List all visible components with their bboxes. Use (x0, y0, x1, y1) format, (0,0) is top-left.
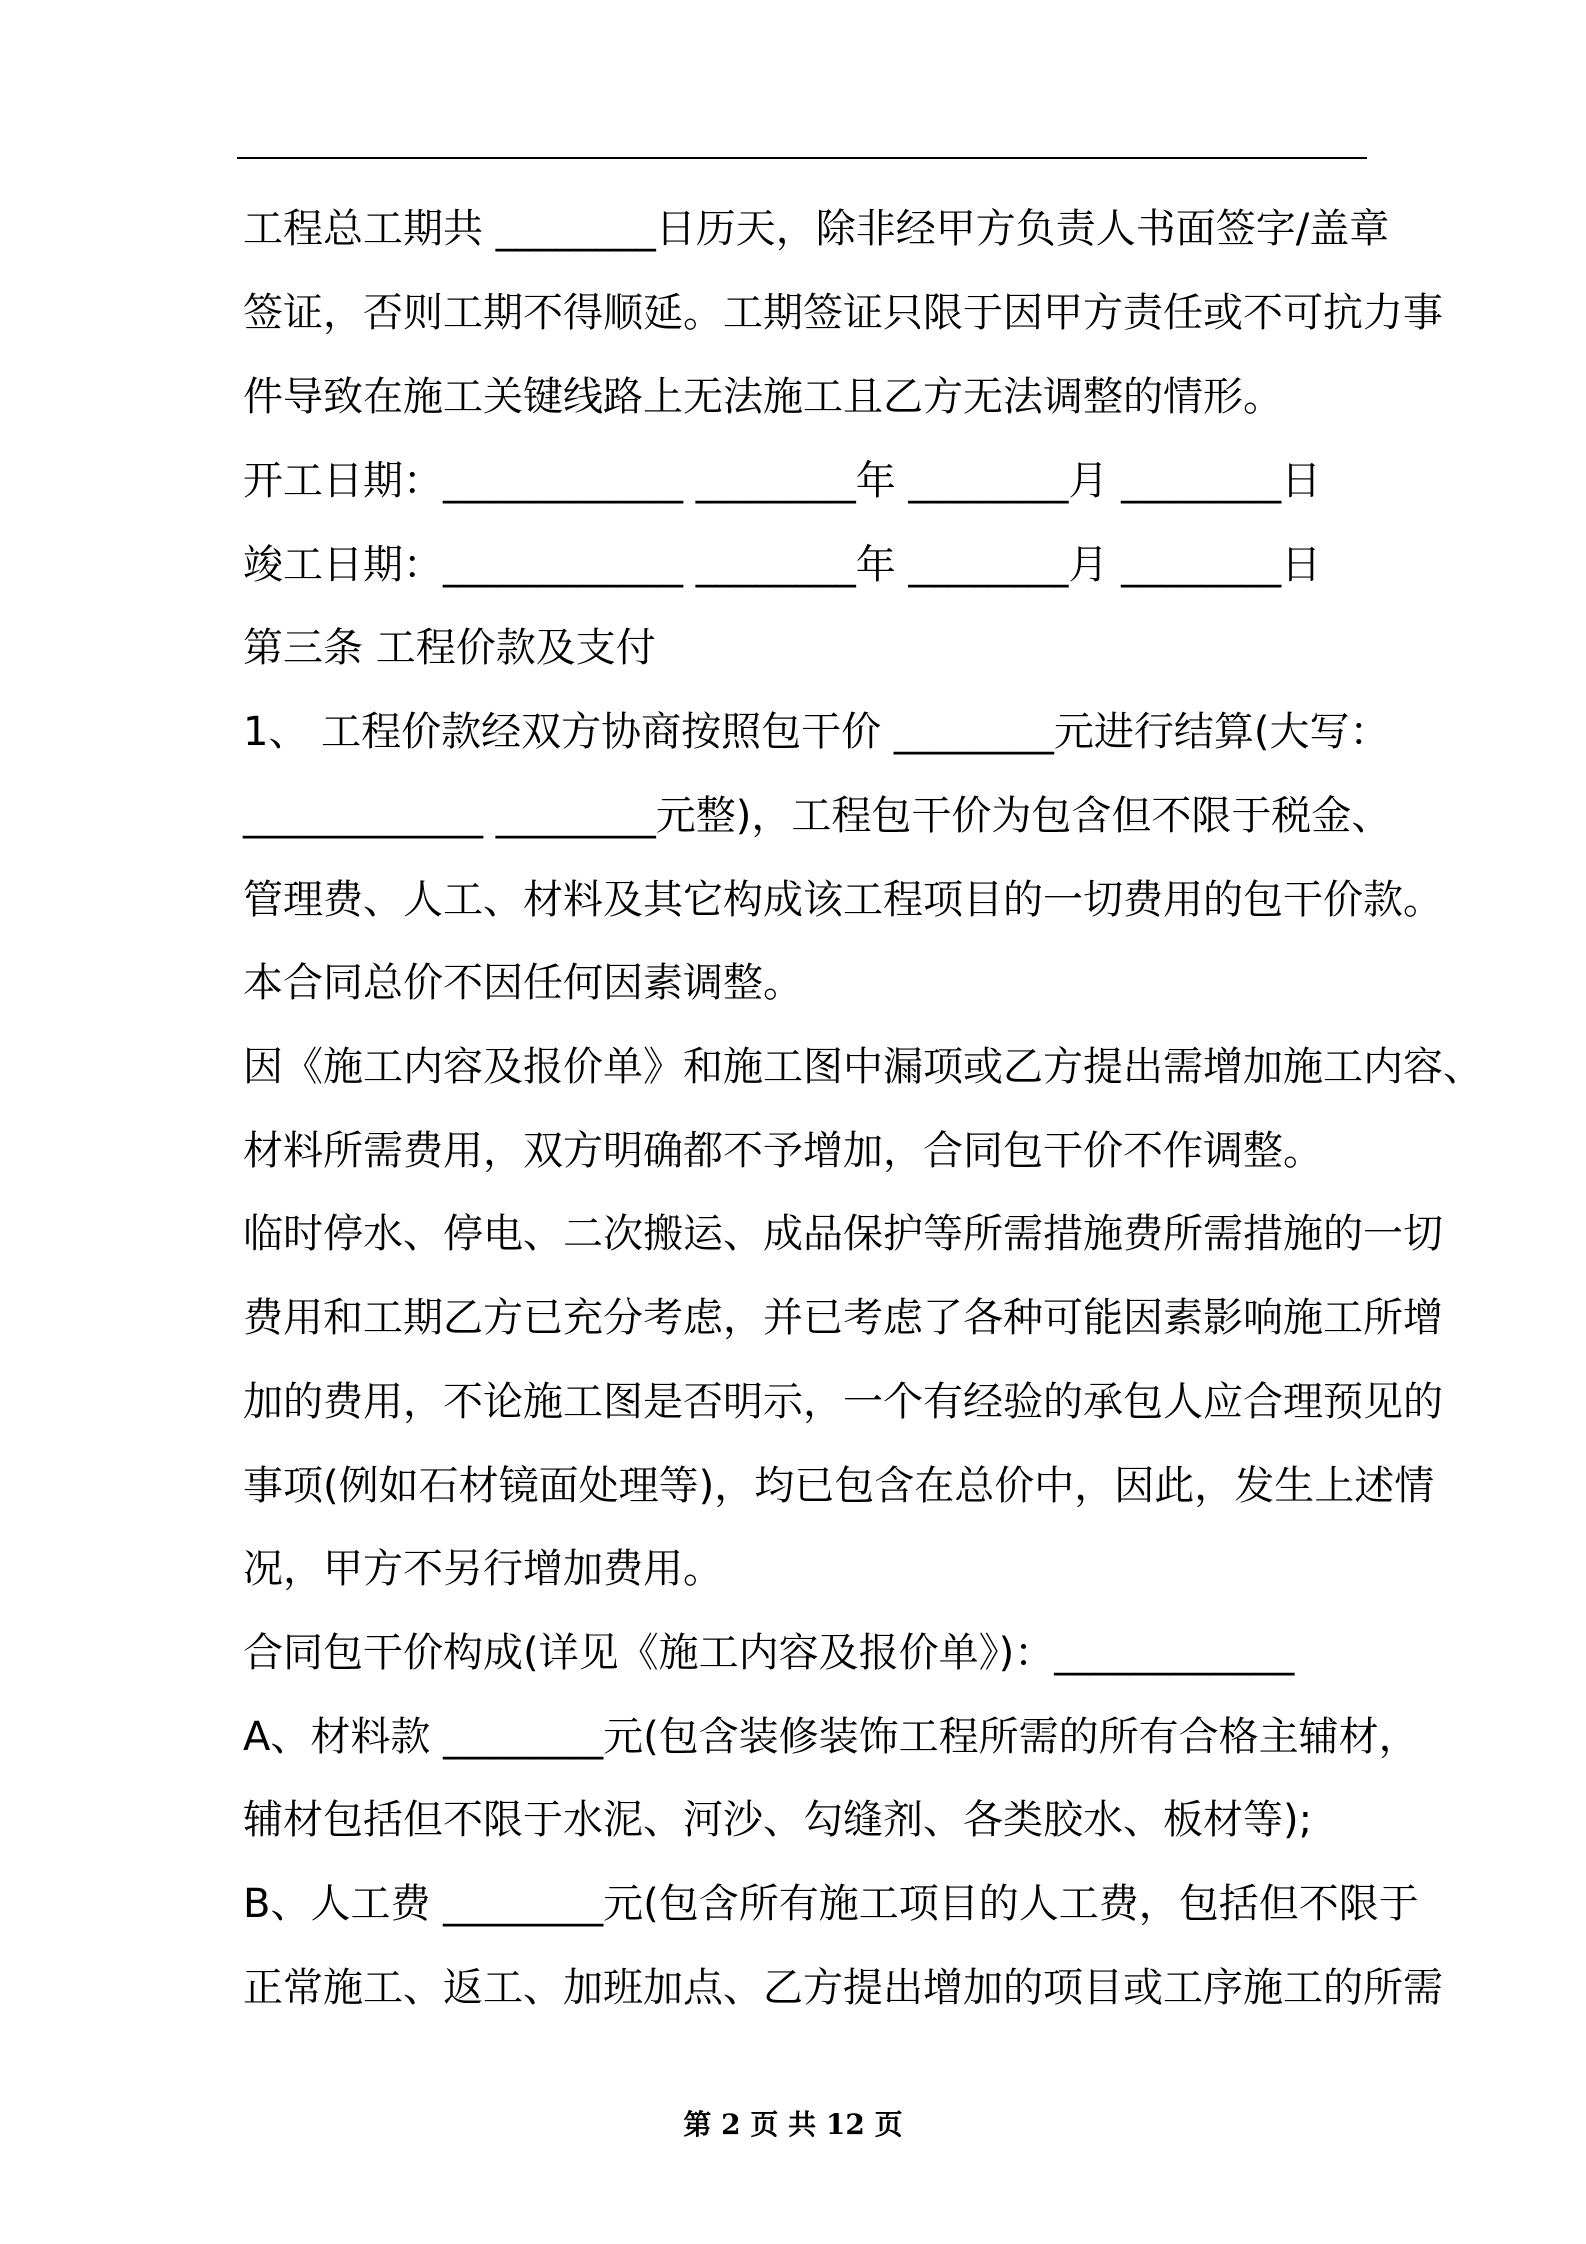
text-line-14: 费用和工期乙方已充分考虑，并已考虑了各种可能因素影响施工所增 (243, 1295, 1443, 1341)
text-line-3: 件导致在施工关键线路上无法施工且乙方无法调整的情形。 (243, 374, 1283, 420)
text-line-11: 因《施工内容及报价单》和施工图中漏项或乙方提出需增加施工内容、 (243, 1044, 1483, 1090)
end-date-line: 竣工日期：____________ ________年 ________月 ________日 (243, 542, 1322, 588)
text-line-17: 况，甲方不另行增加费用。 (243, 1546, 723, 1592)
section-heading: 第三条 工程价款及支付 (243, 625, 656, 671)
text-line-1: 工程总工期共 ________日历天，除非经甲方负责人书面签字/盖章 (243, 206, 1390, 252)
text-line-19: A、材料款 ________元(包含装修装饰工程所需的所有合格主辅材， (243, 1714, 1419, 1760)
text-line-22: 正常施工、返工、加班加点、乙方提出增加的项目或工序施工的所需 (243, 1965, 1443, 2011)
text-line-7: 1、 工程价款经双方协商按照包干价 ________元进行结算(大写： (243, 709, 1390, 755)
header-rule (237, 157, 1367, 159)
text-line-13: 临时停水、停电、二次搬运、成品保护等所需措施费所需措施的一切 (243, 1211, 1443, 1257)
text-line-2: 签证，否则工期不得顺延。工期签证只限于因甲方责任或不可抗力事 (243, 290, 1443, 336)
text-line-8: ____________ ________元整)，工程包干价为包含但不限于税金、 (243, 793, 1392, 839)
text-line-9: 管理费、人工、材料及其它构成该工程项目的一切费用的包干价款。 (243, 877, 1443, 923)
text-line-10: 本合同总价不因任何因素调整。 (243, 960, 803, 1006)
text-line-18: 合同包干价构成(详见《施工内容及报价单》)：____________ (243, 1630, 1295, 1676)
page-number-footer: 第 2 页 共 12 页 (683, 2108, 903, 2141)
start-date-line: 开工日期：____________ ________年 ________月 ________日 (243, 458, 1322, 504)
text-line-21: B、人工费 ________元(包含所有施工项目的人工费，包括但不限于 (243, 1881, 1419, 1927)
text-line-12: 材料所需费用，双方明确都不予增加，合同包干价不作调整。 (243, 1128, 1323, 1174)
text-line-20: 辅材包括但不限于水泥、河沙、勾缝剂、各类胶水、板材等); (243, 1797, 1313, 1843)
text-line-15: 加的费用，不论施工图是否明示，一个有经验的承包人应合理预见的 (243, 1379, 1443, 1425)
text-line-16: 事项(例如石材镜面处理等)，均已包含在总价中，因此，发生上述情 (243, 1463, 1435, 1509)
